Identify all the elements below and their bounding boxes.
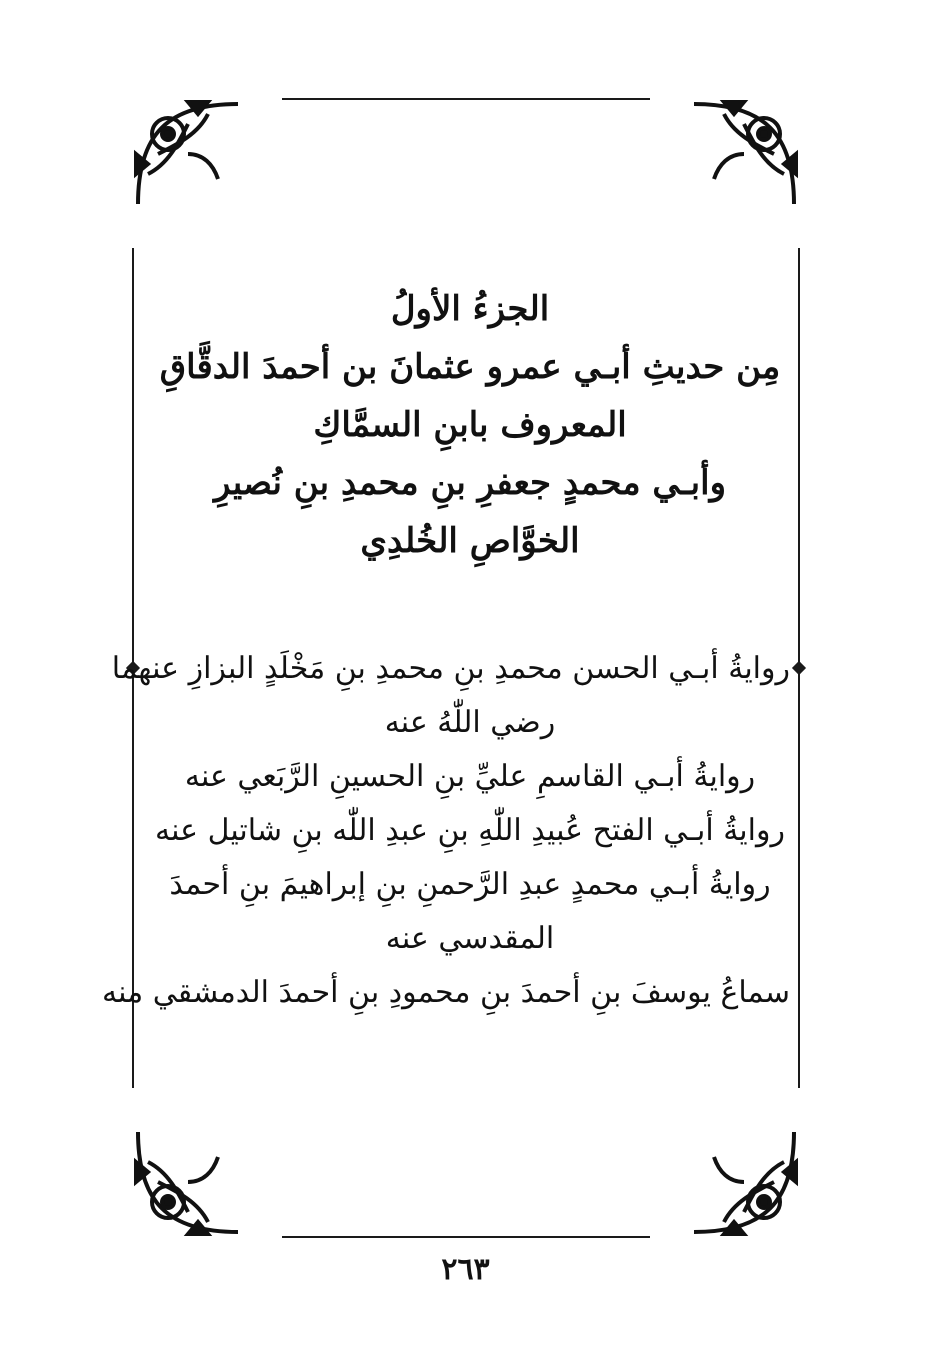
chain-line: رضي اللّٰهُ عنه: [384, 705, 556, 740]
border-bottom: [282, 1236, 650, 1238]
page-content: [102, 280, 790, 1020]
title-line: الخوَّاصِ الخُلدِي: [360, 521, 580, 561]
border-ornament-right: [792, 661, 806, 675]
corner-ornament-icon: [128, 1122, 248, 1242]
chain-line: روايةُ أبـي الفتح عُبيدِ اللّٰهِ بنِ عبدِ اللّٰه بنِ شاتيل عنه: [155, 813, 785, 848]
chain-line: روايةُ أبـي الحسن محمدِ بنِ محمدِ بنِ مَخْلَدٍ البزازِ عنهما: [111, 651, 790, 686]
title-line: الجزءُ الأولُ: [390, 289, 550, 329]
title-line: المعروف بابنِ السمَّاكِ: [313, 405, 627, 445]
title-line: وأبـي محمدٍ جعفرِ بنِ محمدِ بنِ نُصيرِ: [213, 463, 726, 503]
corner-ornament-icon: [128, 94, 248, 214]
chain-line: روايةُ أبـي القاسمِ عليِّ بنِ الحسينِ الرَّبَعي عنه: [184, 759, 756, 794]
corner-ornament-icon: [684, 94, 804, 214]
corner-ornament-icon: [684, 1122, 804, 1242]
title-block: [150, 280, 790, 570]
page-number: ٢٦٣: [441, 1252, 490, 1287]
chain-line: سماعُ يوسفَ بنِ أحمدَ بنِ محمودِ بنِ أحمدَ الدمشقي منه: [102, 975, 790, 1010]
chain-line: المقدسي عنه: [385, 921, 555, 956]
transmission-chain: [102, 642, 790, 1020]
chain-line: روايةُ أبـي محمدٍ عبدِ الرَّحمنِ بنِ إبراهيمَ بنِ أحمدَ: [169, 867, 771, 902]
border-top: [282, 98, 650, 100]
title-line: مِن حديثِ أبـي عمرو عثمانَ بن أحمدَ الدقَّاقِ: [159, 347, 781, 387]
